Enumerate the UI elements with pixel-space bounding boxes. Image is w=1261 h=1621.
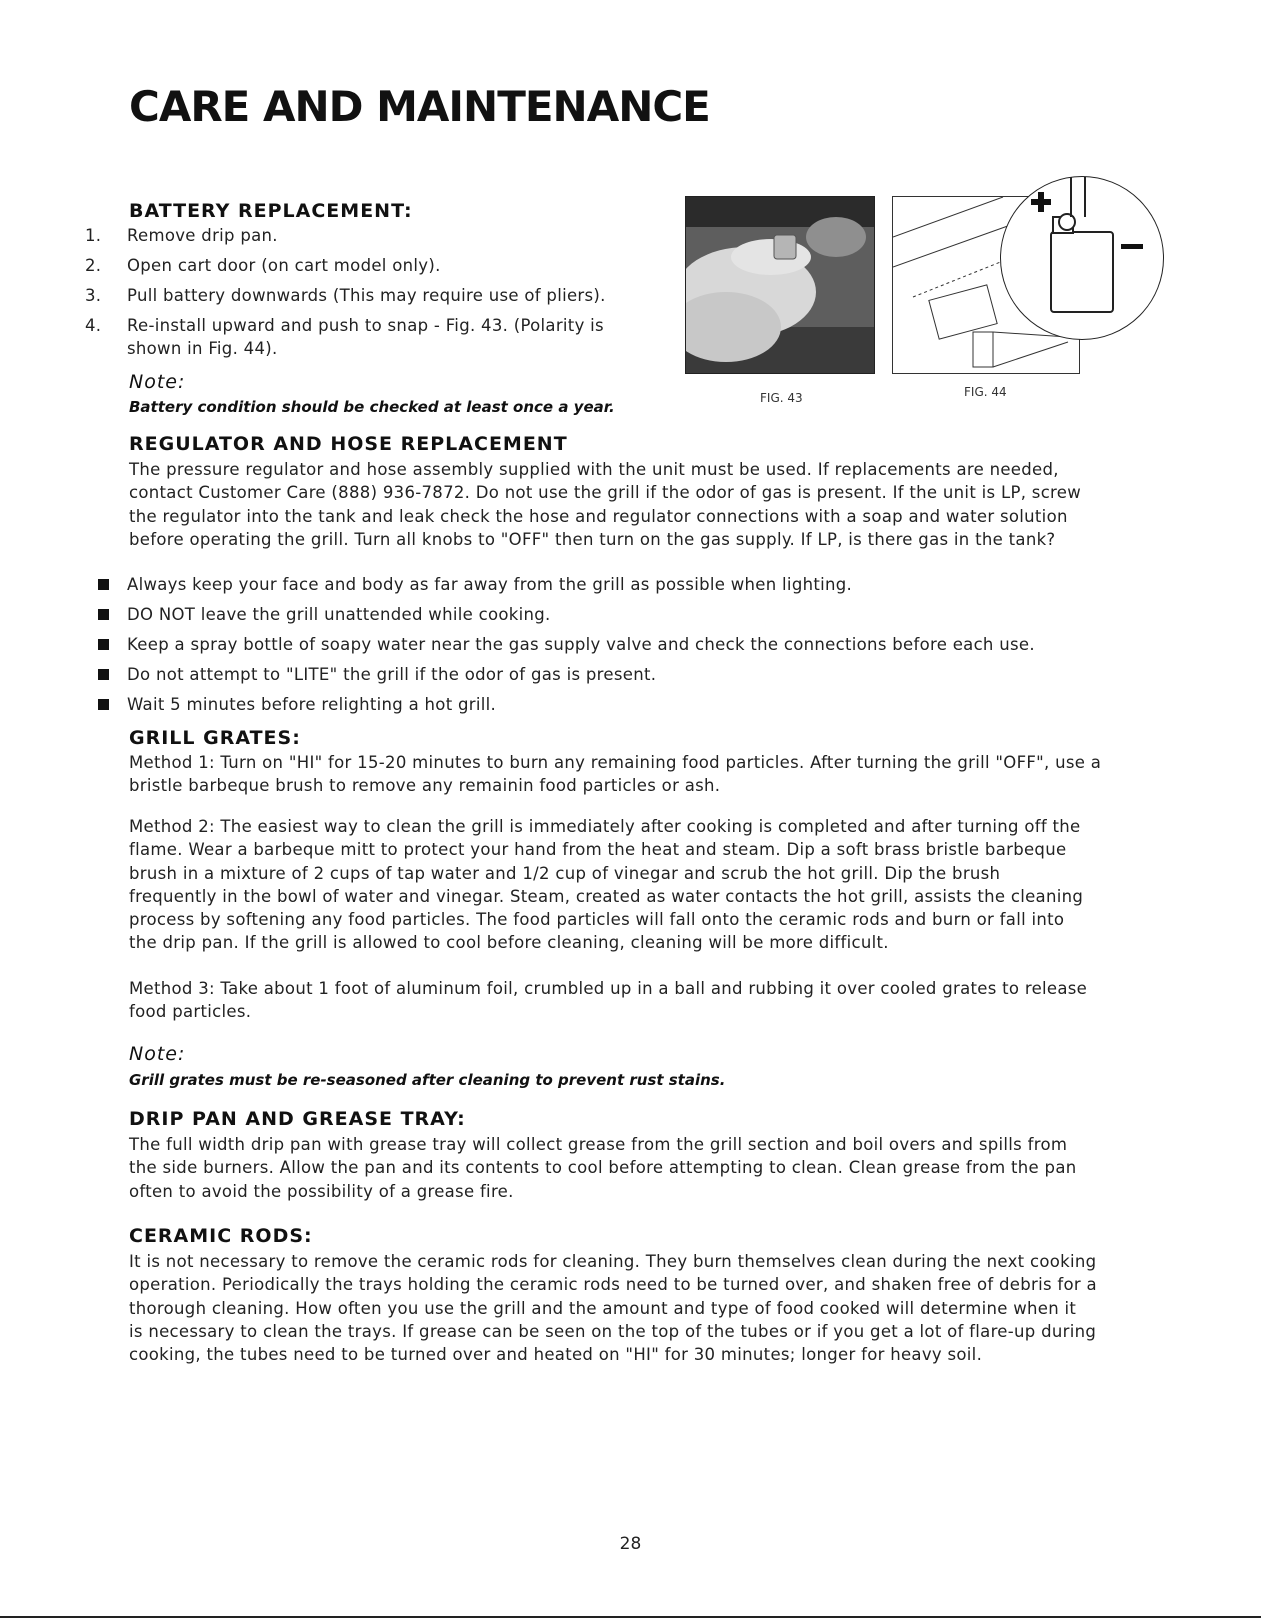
step-text: Pull battery downwards (This may require use of pliers).: [127, 286, 606, 305]
bullet-text: DO NOT leave the grill unattended while cooking.: [127, 605, 551, 624]
text-line: thorough cleaning. How often you use the grill and the amount and type of food cooked will determine when it: [129, 1298, 1077, 1318]
grates-heading: GRILL GRATES:: [129, 727, 301, 749]
grates-method-1: [129, 751, 1139, 798]
text-line: process by softening any food particles. The food particles will fall onto the ceramic rods and burn or fall into: [129, 910, 1065, 930]
step-text: Open cart door (on cart model only).: [127, 256, 441, 275]
text-line: operation. Periodically the trays holding the ceramic rods need to be turned over, and shaken free of debris for a: [129, 1275, 1097, 1295]
bullet-square-icon: [98, 699, 109, 710]
text-line: It is not necessary to remove the ceramic rods for cleaning. They burn themselves clean during the next cooking: [129, 1252, 1097, 1271]
bullet-square-icon: [98, 579, 109, 590]
bullet-square-icon: [98, 669, 109, 680]
ceramic-paragraph: [129, 1250, 1139, 1366]
text-line: food particles.: [129, 1002, 252, 1022]
battery-heading: BATTERY REPLACEMENT:: [129, 200, 413, 222]
step-number: 1.: [85, 226, 102, 245]
bottom-border: [0, 1616, 1261, 1618]
bullet-text: Always keep your face and body as far away from the grill as possible when lighting.: [127, 575, 853, 594]
text-line: contact Customer Care (888) 936-7872. Do not use the grill if the odor of gas is present. If the unit is LP, screw: [129, 483, 1082, 503]
fig-43-caption: FIG. 43: [760, 391, 803, 405]
bullet-square-icon: [98, 609, 109, 620]
step-number: 3.: [85, 286, 102, 305]
page-number: 28: [619, 1534, 642, 1554]
grates-method-3: [129, 977, 1139, 1024]
text-line: flame. Wear a barbeque mitt to protect your hand from the heat and steam. Dip a soft brass bristle barbeque: [129, 840, 1067, 860]
page-title: CARE AND MAINTENANCE: [129, 82, 710, 131]
bullet-text: Wait 5 minutes before relighting a hot grill.: [127, 695, 497, 714]
battery-step-1: [85, 224, 647, 247]
battery-note-label: Note:: [129, 371, 186, 393]
minus-sign: [1121, 244, 1143, 249]
text-line: before operating the grill. Turn all knobs to "OFF" then turn on the gas supply. If LP, is there gas in the tank?: [129, 529, 1056, 549]
bullet-text: Keep a spray bottle of soapy water near the gas supply valve and check the connections before each use.: [127, 635, 1035, 654]
text-line: frequently in the bowl of water and vinegar. Steam, created as water contacts the hot grill, assists the cleaning: [129, 886, 1084, 906]
battery-note-text: Battery condition should be checked at least once a year.: [129, 398, 615, 416]
text-line: Method 2: The easiest way to clean the grill is immediately after cooking is completed and after turning off the: [129, 817, 1081, 836]
text-line: Method 3: Take about 1 foot of aluminum foil, crumbled up in a ball and rubbing it over cooled grates to release: [129, 979, 1088, 998]
regulator-heading: REGULATOR AND HOSE REPLACEMENT: [129, 433, 568, 455]
bullet-square-icon: [98, 639, 109, 650]
fig-43-photo: [685, 196, 875, 374]
regulator-paragraph: [129, 458, 1139, 551]
step-number: 4.: [85, 316, 102, 335]
drip-pan-heading: DRIP PAN AND GREASE TRAY:: [129, 1108, 466, 1130]
step-number: 2.: [85, 256, 102, 275]
text-line: the regulator into the tank and leak check the hose and regulator connections with a soap and water solution: [129, 506, 1068, 526]
grates-method-2: [129, 815, 1139, 955]
text-line: The pressure regulator and hose assembly supplied with the unit must be used. If replacements are needed,: [129, 460, 1059, 479]
ceramic-heading: CERAMIC RODS:: [129, 1225, 313, 1247]
grates-note-label: Note:: [129, 1043, 186, 1065]
battery-step-3: [85, 284, 647, 307]
bullet-text: Do not attempt to "LITE" the grill if the odor of gas is present.: [127, 665, 657, 684]
drip-pan-paragraph: [129, 1133, 1139, 1203]
text-line: the side burners. Allow the pan and its contents to cool before attempting to clean. Clean grease from the pan: [129, 1158, 1077, 1178]
text-line: bristle barbeque brush to remove any remainin food particles or ash.: [129, 776, 721, 796]
battery-step-2: [85, 254, 647, 277]
battery-polarity-illustration: [1001, 177, 1163, 339]
text-line: often to avoid the possibility of a grease fire.: [129, 1181, 514, 1201]
fig-43-illustration: [686, 197, 874, 373]
fig-44-caption: FIG. 44: [964, 385, 1007, 399]
text-line: brush in a mixture of 2 cups of tap water and 1/2 cup of vinegar and scrub the hot grill. Dip the brush: [129, 863, 1001, 883]
battery-step-4: [85, 314, 647, 360]
text-line: Method 1: Turn on "HI" for 15-20 minutes to burn any remaining food particles. After turning the grill "OFF", use a: [129, 753, 1102, 772]
plus-sign-vertical: [1038, 192, 1044, 212]
grates-note-text: Grill grates must be re-seasoned after cleaning to prevent rust stains.: [129, 1071, 726, 1089]
text-line: cooking, the tubes need to be turned over and heated on "HI" for 30 minutes; longer for heavy soil.: [129, 1345, 983, 1365]
step-text: Remove drip pan.: [127, 226, 278, 245]
step-text: Re-install upward and push to snap - Fig. 43. (Polarity is: [127, 316, 604, 335]
fig-44-magnified-battery: [1000, 176, 1164, 340]
text-line: The full width drip pan with grease tray will collect grease from the grill section and boil overs and spills from: [129, 1135, 1068, 1154]
text-line: the drip pan. If the grill is allowed to cool before cleaning, cleaning will be more difficult.: [129, 933, 889, 953]
text-line: is necessary to clean the trays. If grease can be seen on the top of the tubes or if you get a lot of flare-up during: [129, 1321, 1097, 1341]
step-text-cont: shown in Fig. 44).: [127, 339, 278, 358]
